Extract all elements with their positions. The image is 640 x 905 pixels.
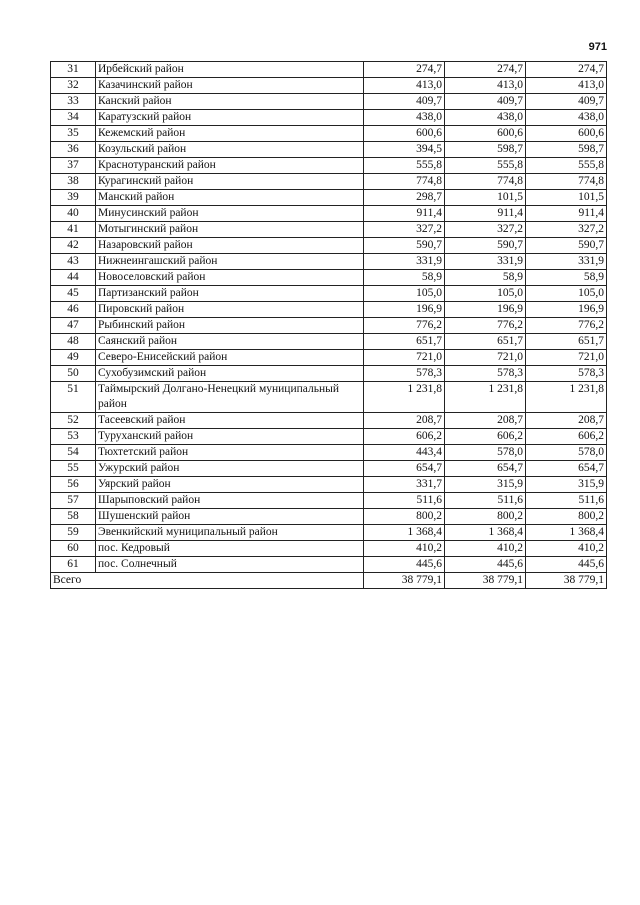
value-3: 331,9 (526, 254, 607, 270)
district-name: Нижнеингашский район (96, 254, 364, 270)
table-row (51, 525, 607, 541)
value-3: 196,9 (526, 302, 607, 318)
row-number: 36 (51, 142, 96, 158)
value-3: 651,7 (526, 334, 607, 350)
row-number: 59 (51, 525, 96, 541)
value-1: 409,7 (364, 94, 445, 110)
row-number: 39 (51, 190, 96, 206)
row-number: 49 (51, 350, 96, 366)
value-3: 555,8 (526, 158, 607, 174)
row-number: 41 (51, 222, 96, 238)
value-3: 274,7 (526, 62, 607, 78)
value-1: 721,0 (364, 350, 445, 366)
value-2: 654,7 (445, 461, 526, 477)
table-row (51, 493, 607, 509)
value-2: 413,0 (445, 78, 526, 94)
budget-table (50, 61, 607, 589)
row-number: 45 (51, 286, 96, 302)
value-1: 274,7 (364, 62, 445, 78)
row-number: 32 (51, 78, 96, 94)
total-value-2: 38 779,1 (445, 573, 526, 589)
district-name: Новоселовский район (96, 270, 364, 286)
table-row (51, 222, 607, 238)
value-3: 409,7 (526, 94, 607, 110)
row-number: 35 (51, 126, 96, 142)
table-row (51, 413, 607, 429)
value-1: 600,6 (364, 126, 445, 142)
value-2: 327,2 (445, 222, 526, 238)
value-2: 274,7 (445, 62, 526, 78)
district-name: Козульский район (96, 142, 364, 158)
value-2: 101,5 (445, 190, 526, 206)
value-1: 58,9 (364, 270, 445, 286)
value-3: 511,6 (526, 493, 607, 509)
total-value-3: 38 779,1 (526, 573, 607, 589)
row-number: 47 (51, 318, 96, 334)
district-name: Эвенкийский муниципальный район (96, 525, 364, 541)
value-3: 438,0 (526, 110, 607, 126)
value-1: 327,2 (364, 222, 445, 238)
table-row (51, 286, 607, 302)
row-number: 50 (51, 366, 96, 382)
value-1: 394,5 (364, 142, 445, 158)
value-1: 578,3 (364, 366, 445, 382)
row-number: 43 (51, 254, 96, 270)
value-2: 600,6 (445, 126, 526, 142)
page-number: 971 (588, 41, 607, 53)
district-name: Сухобузимский район (96, 366, 364, 382)
value-3: 315,9 (526, 477, 607, 493)
value-2: 651,7 (445, 334, 526, 350)
value-2: 208,7 (445, 413, 526, 429)
table-row (51, 190, 607, 206)
district-name: Курагинский район (96, 174, 364, 190)
row-number: 37 (51, 158, 96, 174)
value-1: 410,2 (364, 541, 445, 557)
value-2: 606,2 (445, 429, 526, 445)
table-row (51, 445, 607, 461)
district-name: Мотыгинский район (96, 222, 364, 238)
table-row (51, 429, 607, 445)
value-1: 331,9 (364, 254, 445, 270)
value-3: 598,7 (526, 142, 607, 158)
value-3: 774,8 (526, 174, 607, 190)
district-name: Назаровский район (96, 238, 364, 254)
district-name: Каратузский район (96, 110, 364, 126)
district-name: Манский район (96, 190, 364, 206)
district-name: Краснотуранский район (96, 158, 364, 174)
table-row (51, 174, 607, 190)
value-1: 1 368,4 (364, 525, 445, 541)
value-1: 438,0 (364, 110, 445, 126)
value-3: 105,0 (526, 286, 607, 302)
value-1: 105,0 (364, 286, 445, 302)
value-1: 511,6 (364, 493, 445, 509)
value-3: 654,7 (526, 461, 607, 477)
value-3: 911,4 (526, 206, 607, 222)
row-number: 61 (51, 557, 96, 573)
value-2: 721,0 (445, 350, 526, 366)
total-row (51, 573, 607, 589)
value-1: 651,7 (364, 334, 445, 350)
value-3: 327,2 (526, 222, 607, 238)
district-name: Кежемский район (96, 126, 364, 142)
value-1: 1 231,8 (364, 382, 445, 413)
value-2: 445,6 (445, 557, 526, 573)
district-name: Шарыповский район (96, 493, 364, 509)
row-number: 34 (51, 110, 96, 126)
value-2: 1 368,4 (445, 525, 526, 541)
table-row (51, 350, 607, 366)
district-name: Партизанский район (96, 286, 364, 302)
row-number: 48 (51, 334, 96, 350)
table-row (51, 110, 607, 126)
table-row (51, 270, 607, 286)
district-name: Саянский район (96, 334, 364, 350)
value-1: 590,7 (364, 238, 445, 254)
table-row (51, 254, 607, 270)
district-name: Шушенский район (96, 509, 364, 525)
table-row (51, 238, 607, 254)
district-name: Северо-Енисейский район (96, 350, 364, 366)
table-row (51, 206, 607, 222)
district-name: Канский район (96, 94, 364, 110)
value-2: 578,0 (445, 445, 526, 461)
district-name: Таймырский Долгано-Ненецкий муниципальный район (96, 382, 364, 413)
table-row (51, 477, 607, 493)
table-row (51, 78, 607, 94)
value-2: 555,8 (445, 158, 526, 174)
value-3: 590,7 (526, 238, 607, 254)
table-row (51, 541, 607, 557)
value-3: 1 231,8 (526, 382, 607, 413)
value-3: 578,0 (526, 445, 607, 461)
total-label: Всего (51, 573, 364, 589)
value-1: 413,0 (364, 78, 445, 94)
district-name: Рыбинский район (96, 318, 364, 334)
total-value-1: 38 779,1 (364, 573, 445, 589)
value-1: 654,7 (364, 461, 445, 477)
table-row (51, 366, 607, 382)
row-number: 56 (51, 477, 96, 493)
value-3: 413,0 (526, 78, 607, 94)
row-number: 58 (51, 509, 96, 525)
value-2: 1 231,8 (445, 382, 526, 413)
table-row (51, 382, 607, 413)
district-name: Казачинский район (96, 78, 364, 94)
row-number: 38 (51, 174, 96, 190)
value-2: 774,8 (445, 174, 526, 190)
row-number: 51 (51, 382, 96, 413)
table-row (51, 94, 607, 110)
value-3: 208,7 (526, 413, 607, 429)
row-number: 52 (51, 413, 96, 429)
district-name: Туруханский район (96, 429, 364, 445)
row-number: 42 (51, 238, 96, 254)
row-number: 53 (51, 429, 96, 445)
value-1: 776,2 (364, 318, 445, 334)
table-row (51, 318, 607, 334)
value-1: 208,7 (364, 413, 445, 429)
district-name: Тасеевский район (96, 413, 364, 429)
table-row (51, 142, 607, 158)
value-3: 721,0 (526, 350, 607, 366)
value-2: 438,0 (445, 110, 526, 126)
value-3: 410,2 (526, 541, 607, 557)
value-1: 298,7 (364, 190, 445, 206)
value-2: 598,7 (445, 142, 526, 158)
value-1: 196,9 (364, 302, 445, 318)
value-2: 58,9 (445, 270, 526, 286)
value-1: 443,4 (364, 445, 445, 461)
value-1: 445,6 (364, 557, 445, 573)
district-name: Пировский район (96, 302, 364, 318)
value-2: 410,2 (445, 541, 526, 557)
value-2: 196,9 (445, 302, 526, 318)
value-3: 800,2 (526, 509, 607, 525)
row-number: 31 (51, 62, 96, 78)
table-row (51, 158, 607, 174)
row-number: 57 (51, 493, 96, 509)
value-1: 331,7 (364, 477, 445, 493)
value-3: 58,9 (526, 270, 607, 286)
value-3: 1 368,4 (526, 525, 607, 541)
value-1: 800,2 (364, 509, 445, 525)
table-row (51, 334, 607, 350)
value-3: 606,2 (526, 429, 607, 445)
district-name: Уярский район (96, 477, 364, 493)
table-row (51, 509, 607, 525)
district-name: пос. Солнечный (96, 557, 364, 573)
district-name: Ужурский район (96, 461, 364, 477)
value-2: 776,2 (445, 318, 526, 334)
value-2: 409,7 (445, 94, 526, 110)
value-2: 331,9 (445, 254, 526, 270)
value-2: 911,4 (445, 206, 526, 222)
district-name: Минусинский район (96, 206, 364, 222)
value-3: 445,6 (526, 557, 607, 573)
row-number: 40 (51, 206, 96, 222)
value-1: 606,2 (364, 429, 445, 445)
row-number: 33 (51, 94, 96, 110)
row-number: 46 (51, 302, 96, 318)
value-2: 590,7 (445, 238, 526, 254)
table-row (51, 302, 607, 318)
row-number: 55 (51, 461, 96, 477)
district-name: пос. Кедровый (96, 541, 364, 557)
value-2: 511,6 (445, 493, 526, 509)
value-2: 578,3 (445, 366, 526, 382)
row-number: 60 (51, 541, 96, 557)
value-1: 911,4 (364, 206, 445, 222)
value-1: 774,8 (364, 174, 445, 190)
district-name: Тюхтетский район (96, 445, 364, 461)
value-3: 600,6 (526, 126, 607, 142)
value-2: 800,2 (445, 509, 526, 525)
row-number: 44 (51, 270, 96, 286)
value-2: 315,9 (445, 477, 526, 493)
table-row (51, 461, 607, 477)
value-3: 578,3 (526, 366, 607, 382)
value-1: 555,8 (364, 158, 445, 174)
value-3: 776,2 (526, 318, 607, 334)
table-body (51, 62, 607, 573)
table-row (51, 557, 607, 573)
table-row (51, 126, 607, 142)
table-row (51, 62, 607, 78)
row-number: 54 (51, 445, 96, 461)
value-3: 101,5 (526, 190, 607, 206)
district-name: Ирбейский район (96, 62, 364, 78)
value-2: 105,0 (445, 286, 526, 302)
